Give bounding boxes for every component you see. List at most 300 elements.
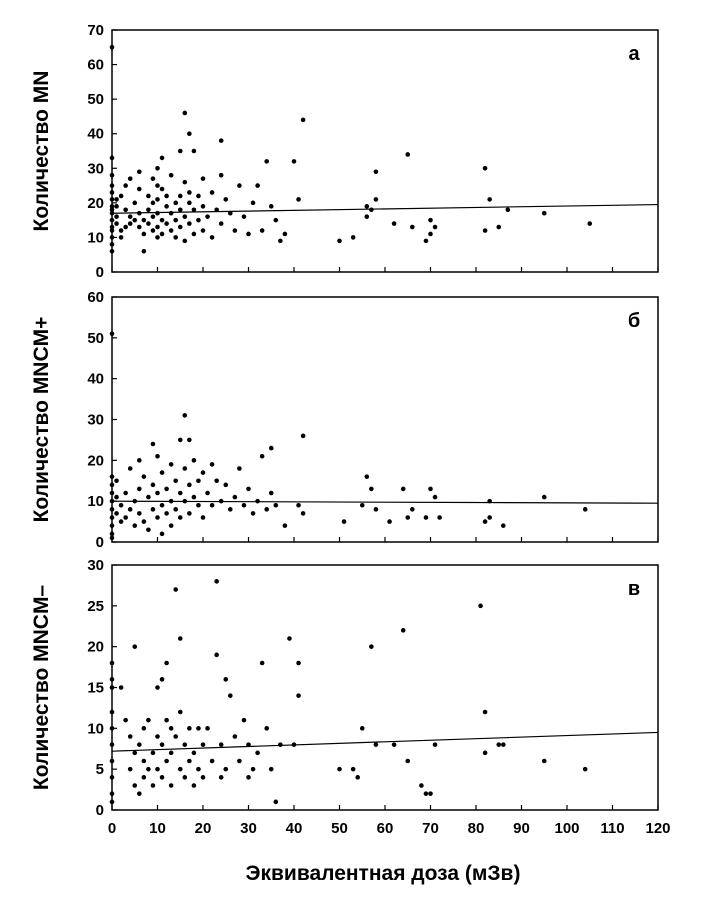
scatter-point (178, 438, 183, 443)
scatter-point (196, 503, 201, 508)
scatter-point (483, 166, 488, 171)
scatter-point (487, 197, 492, 202)
scatter-point (183, 413, 188, 418)
scatter-point (192, 149, 197, 154)
scatter-point (487, 499, 492, 504)
scatter-point (424, 791, 429, 796)
scatter-point (110, 515, 115, 520)
scatter-point (123, 718, 128, 723)
scatter-point (178, 207, 183, 212)
scatter-point (437, 515, 442, 520)
scatter-point (110, 791, 115, 796)
scatter-point (269, 446, 274, 451)
panel-frame (112, 565, 658, 810)
scatter-point (201, 742, 206, 747)
y-tick-label: 50 (87, 329, 104, 347)
scatter-point (160, 742, 165, 747)
scatter-point (201, 515, 206, 520)
x-tick-label: 40 (285, 820, 303, 837)
scatter-point (219, 499, 224, 504)
scatter-point (269, 767, 274, 772)
scatter-point (169, 499, 174, 504)
scatter-point (146, 194, 151, 199)
scatter-point (192, 458, 197, 463)
scatter-point (274, 503, 279, 508)
scatter-point (433, 742, 438, 747)
scatter-point (123, 225, 128, 230)
scatter-point (210, 462, 215, 467)
scatter-point (110, 249, 115, 254)
scatter-point (151, 214, 156, 219)
y-tick-label: 0 (95, 264, 104, 281)
scatter-point (137, 487, 142, 492)
y-tick-label: 70 (87, 22, 104, 39)
scatter-point (233, 495, 238, 500)
scatter-point (123, 515, 128, 520)
scatter-point (114, 221, 119, 226)
scatter-point (369, 487, 374, 492)
scatter-point (183, 775, 188, 780)
scatter-point (542, 211, 547, 216)
panel-2 (30, 557, 658, 819)
scatter-point (128, 214, 133, 219)
scatter-point (296, 503, 301, 508)
scatter-point (242, 214, 247, 219)
scatter-point (405, 152, 410, 157)
y-tick-label: 25 (87, 597, 104, 615)
scatter-point (260, 454, 265, 459)
y-tick-label: 5 (95, 761, 104, 779)
scatter-point (392, 742, 397, 747)
scatter-point (392, 221, 397, 226)
scatter-point (155, 685, 160, 690)
scatter-point (178, 491, 183, 496)
scatter-point (196, 194, 201, 199)
scatter-point (269, 491, 274, 496)
scatter-point (251, 767, 256, 772)
scatter-point (251, 201, 256, 206)
scatter-point (146, 767, 151, 772)
scatter-point (155, 491, 160, 496)
scatter-point (169, 751, 174, 756)
scatter-point (114, 495, 119, 500)
scatter-point (173, 734, 178, 739)
scatter-point (110, 197, 115, 202)
scatter-point (483, 751, 488, 756)
x-tick-label: 80 (467, 820, 485, 837)
scatter-point (142, 218, 147, 223)
scatter-point (228, 507, 233, 512)
scatter-point (110, 759, 115, 764)
scatter-point (110, 183, 115, 188)
scatter-point (255, 499, 260, 504)
scatter-point (428, 232, 433, 237)
scatter-point (360, 503, 365, 508)
x-tick-label: 100 (554, 820, 580, 837)
scatter-point (223, 483, 228, 488)
scatter-point (246, 742, 251, 747)
scatter-point (301, 434, 306, 439)
scatter-point (255, 183, 260, 188)
y-tick-label: 60 (87, 56, 104, 74)
scatter-point (201, 204, 206, 209)
scatter-point (210, 503, 215, 508)
scatter-point (201, 775, 206, 780)
scatter-point (342, 519, 347, 524)
scatter-point (110, 532, 115, 537)
scatter-point (151, 783, 156, 788)
panel-1 (30, 289, 658, 551)
scatter-point (264, 507, 269, 512)
scatter-point (410, 507, 415, 512)
scatter-point (428, 487, 433, 492)
scatter-point (110, 156, 115, 161)
scatter-point (137, 511, 142, 516)
scatter-point (169, 726, 174, 731)
scatter-point (110, 800, 115, 805)
scatter-point (424, 239, 429, 244)
scatter-point (301, 511, 306, 516)
scatter-point (583, 767, 588, 772)
scatter-point (219, 742, 224, 747)
scatter-point (214, 478, 219, 483)
scatter-point (242, 718, 247, 723)
scatter-point (110, 677, 115, 682)
x-tick-label: 90 (513, 820, 530, 837)
scatter-point (142, 726, 147, 731)
scatter-point (137, 225, 142, 230)
trend-line (112, 501, 658, 503)
scatter-point (132, 218, 137, 223)
scatter-point (246, 232, 251, 237)
scatter-point (155, 734, 160, 739)
scatter-point (205, 214, 210, 219)
scatter-point (369, 644, 374, 649)
y-tick-label: 50 (87, 91, 104, 109)
x-tick-label: 50 (331, 820, 348, 837)
scatter-point (123, 491, 128, 496)
scatter-point (146, 221, 151, 226)
scatter-point (233, 228, 238, 233)
scatter-point (419, 783, 424, 788)
scatter-point (110, 491, 115, 496)
scatter-point (110, 235, 115, 240)
scatter-point (146, 207, 151, 212)
scatter-point (164, 661, 169, 666)
scatter-point (169, 462, 174, 467)
scatter-point (137, 187, 142, 192)
scatter-point (114, 214, 119, 219)
scatter-point (173, 218, 178, 223)
scatter-point (164, 718, 169, 723)
scatter-point (164, 221, 169, 226)
panel-letter: а (628, 43, 640, 65)
scatter-point (365, 204, 370, 209)
scatter-point (223, 767, 228, 772)
scatter-point (483, 519, 488, 524)
scatter-point (110, 710, 115, 715)
scatter-point (374, 169, 379, 174)
scatter-point (110, 742, 115, 747)
scatter-point (114, 478, 119, 483)
scatter-point (151, 176, 156, 181)
scatter-point (110, 211, 115, 216)
scatter-point (246, 487, 251, 492)
scatter-point (137, 742, 142, 747)
y-tick-label: 30 (87, 557, 104, 574)
scatter-point (228, 693, 233, 698)
scatter-point (478, 604, 483, 609)
scatter-point (160, 677, 165, 682)
scatter-point (196, 767, 201, 772)
panel-0 (30, 22, 658, 281)
scatter-point (405, 759, 410, 764)
scatter-point (137, 791, 142, 796)
scatter-point (583, 507, 588, 512)
scatter-point (219, 221, 224, 226)
y-tick-label: 20 (87, 194, 104, 212)
scatter-point (132, 499, 137, 504)
y-tick-label: 0 (95, 802, 104, 819)
scatter-point (369, 207, 374, 212)
scatter-point (160, 218, 165, 223)
scatter-point (260, 661, 265, 666)
y-tick-label: 40 (87, 370, 104, 388)
scatter-point (160, 156, 165, 161)
scatter-point (155, 767, 160, 772)
panel-frame (112, 297, 658, 542)
scatter-point (210, 190, 215, 195)
scatter-point (292, 742, 297, 747)
scatter-point (114, 511, 119, 516)
scatter-point (223, 677, 228, 682)
scatter-point (110, 483, 115, 488)
y-axis-label: Количество MNCM– (30, 584, 53, 791)
scatter-point (237, 183, 242, 188)
scatter-point (146, 495, 151, 500)
scatter-point (137, 211, 142, 216)
scatter-point (337, 239, 342, 244)
scatter-point (110, 775, 115, 780)
scatter-point (501, 523, 506, 528)
scatter-point (374, 742, 379, 747)
scatter-point (173, 507, 178, 512)
scatter-point (228, 211, 233, 216)
scatter-point (123, 207, 128, 212)
scatter-point (119, 503, 124, 508)
scatter-point (132, 523, 137, 528)
scatter-point (187, 483, 192, 488)
y-tick-label: 60 (87, 289, 104, 306)
y-tick-label: 20 (87, 638, 104, 656)
scatter-point (151, 483, 156, 488)
scatter-point (155, 183, 160, 188)
x-tick-label: 110 (600, 820, 625, 837)
scatter-point (110, 685, 115, 690)
y-tick-label: 30 (87, 160, 104, 178)
y-tick-label: 10 (87, 493, 104, 511)
trend-line (112, 732, 658, 751)
scatter-point (155, 515, 160, 520)
scatter-point (114, 204, 119, 209)
scatter-point (128, 507, 133, 512)
scatter-point (178, 225, 183, 230)
scatter-panels (30, 22, 671, 837)
scatter-point (187, 511, 192, 516)
scatter-point (292, 159, 297, 164)
scatter-point (296, 693, 301, 698)
scatter-point (183, 742, 188, 747)
scatter-point (187, 190, 192, 195)
scatter-point (487, 515, 492, 520)
scatter-point (405, 515, 410, 520)
x-tick-label: 30 (240, 820, 257, 837)
scatter-point (183, 111, 188, 116)
scatter-point (110, 536, 115, 541)
scatter-point (183, 214, 188, 219)
scatter-point (264, 159, 269, 164)
scatter-point (178, 149, 183, 154)
scatter-point (264, 726, 269, 731)
scatter-point (192, 207, 197, 212)
scatter-point (160, 775, 165, 780)
scatter-point (283, 523, 288, 528)
scatter-point (178, 194, 183, 199)
scatter-point (496, 225, 501, 230)
scatter-point (160, 503, 165, 508)
scatter-point (260, 228, 265, 233)
scatter-point (283, 232, 288, 237)
scatter-point (119, 685, 124, 690)
scatter-point (301, 118, 306, 123)
scatter-point (110, 474, 115, 479)
scatter-point (169, 173, 174, 178)
scatter-point (587, 221, 592, 226)
scatter-point (374, 197, 379, 202)
scatter-point (146, 718, 151, 723)
scatter-point (501, 742, 506, 747)
y-axis-label: Количество MN (30, 70, 53, 232)
y-tick-label: 0 (95, 534, 104, 551)
scatter-point (146, 527, 151, 532)
scatter-point (196, 478, 201, 483)
scatter-point (192, 495, 197, 500)
scatter-point (205, 726, 210, 731)
scatter-point (155, 235, 160, 240)
scatter-point (365, 214, 370, 219)
scatter-point (160, 532, 165, 537)
scatter-point (151, 442, 156, 447)
scatter-point (187, 201, 192, 206)
scatter-point (187, 221, 192, 226)
scatter-point (387, 519, 392, 524)
scatter-point (160, 187, 165, 192)
scatter-point (110, 45, 115, 50)
scatter-point (151, 228, 156, 233)
scatter-point (164, 194, 169, 199)
y-tick-label: 40 (87, 125, 104, 143)
scatter-point (110, 242, 115, 247)
scatter-point (169, 783, 174, 788)
y-tick-label: 15 (87, 679, 104, 697)
scatter-point (173, 235, 178, 240)
scatter-point (110, 507, 115, 512)
x-tick-label: 60 (376, 820, 394, 837)
scatter-point (155, 211, 160, 216)
scatter-point (187, 759, 192, 764)
scatter-point (173, 478, 178, 483)
scatter-point (351, 235, 356, 240)
scatter-point (246, 775, 251, 780)
x-tick-label: 120 (645, 820, 671, 837)
scatter-point (119, 519, 124, 524)
scatter-point (137, 458, 142, 463)
scatter-point (178, 636, 183, 641)
scatter-point (164, 487, 169, 492)
scatter-point (201, 228, 206, 233)
scatter-point (424, 515, 429, 520)
scatter-point (187, 438, 192, 443)
scatter-point (210, 759, 215, 764)
scatter-point (355, 775, 360, 780)
scatter-point (214, 653, 219, 658)
scatter-point (178, 515, 183, 520)
scatter-point (142, 519, 147, 524)
scatter-point (237, 759, 242, 764)
scatter-point (223, 197, 228, 202)
scatter-point (360, 726, 365, 731)
scatter-point (183, 499, 188, 504)
scatter-point (365, 474, 370, 479)
scatter-point (192, 751, 197, 756)
scatter-point (183, 466, 188, 471)
scatter-point (128, 734, 133, 739)
scatter-point (483, 228, 488, 233)
scatter-point (201, 176, 206, 181)
x-tick-label: 70 (422, 820, 439, 837)
scatter-point (428, 218, 433, 223)
scatter-point (374, 507, 379, 512)
scatter-point (119, 194, 124, 199)
scatter-point (296, 661, 301, 666)
x-tick-label: 20 (194, 820, 212, 837)
scatter-point (119, 228, 124, 233)
scatter-point (132, 751, 137, 756)
scatter-point (169, 211, 174, 216)
scatter-point (142, 232, 147, 237)
scatter-point (274, 800, 279, 805)
scatter-point (142, 249, 147, 254)
y-axis-label: Количество MNCM+ (30, 316, 53, 523)
scatter-point (164, 511, 169, 516)
scatter-point (110, 228, 115, 233)
scatter-point (210, 235, 215, 240)
scatter-point (187, 131, 192, 136)
scatter-point (160, 470, 165, 475)
scatter-point (169, 523, 174, 528)
scatter-point (160, 232, 165, 237)
scatter-point (274, 218, 279, 223)
scatter-point (110, 218, 115, 223)
scatter-point (110, 190, 115, 195)
scatter-point (151, 751, 156, 756)
scatter-point (255, 751, 260, 756)
scatter-point (192, 232, 197, 237)
scatter-point (142, 474, 147, 479)
scatter-point (110, 726, 115, 731)
scatter-point (401, 487, 406, 492)
scatter-point (205, 491, 210, 496)
